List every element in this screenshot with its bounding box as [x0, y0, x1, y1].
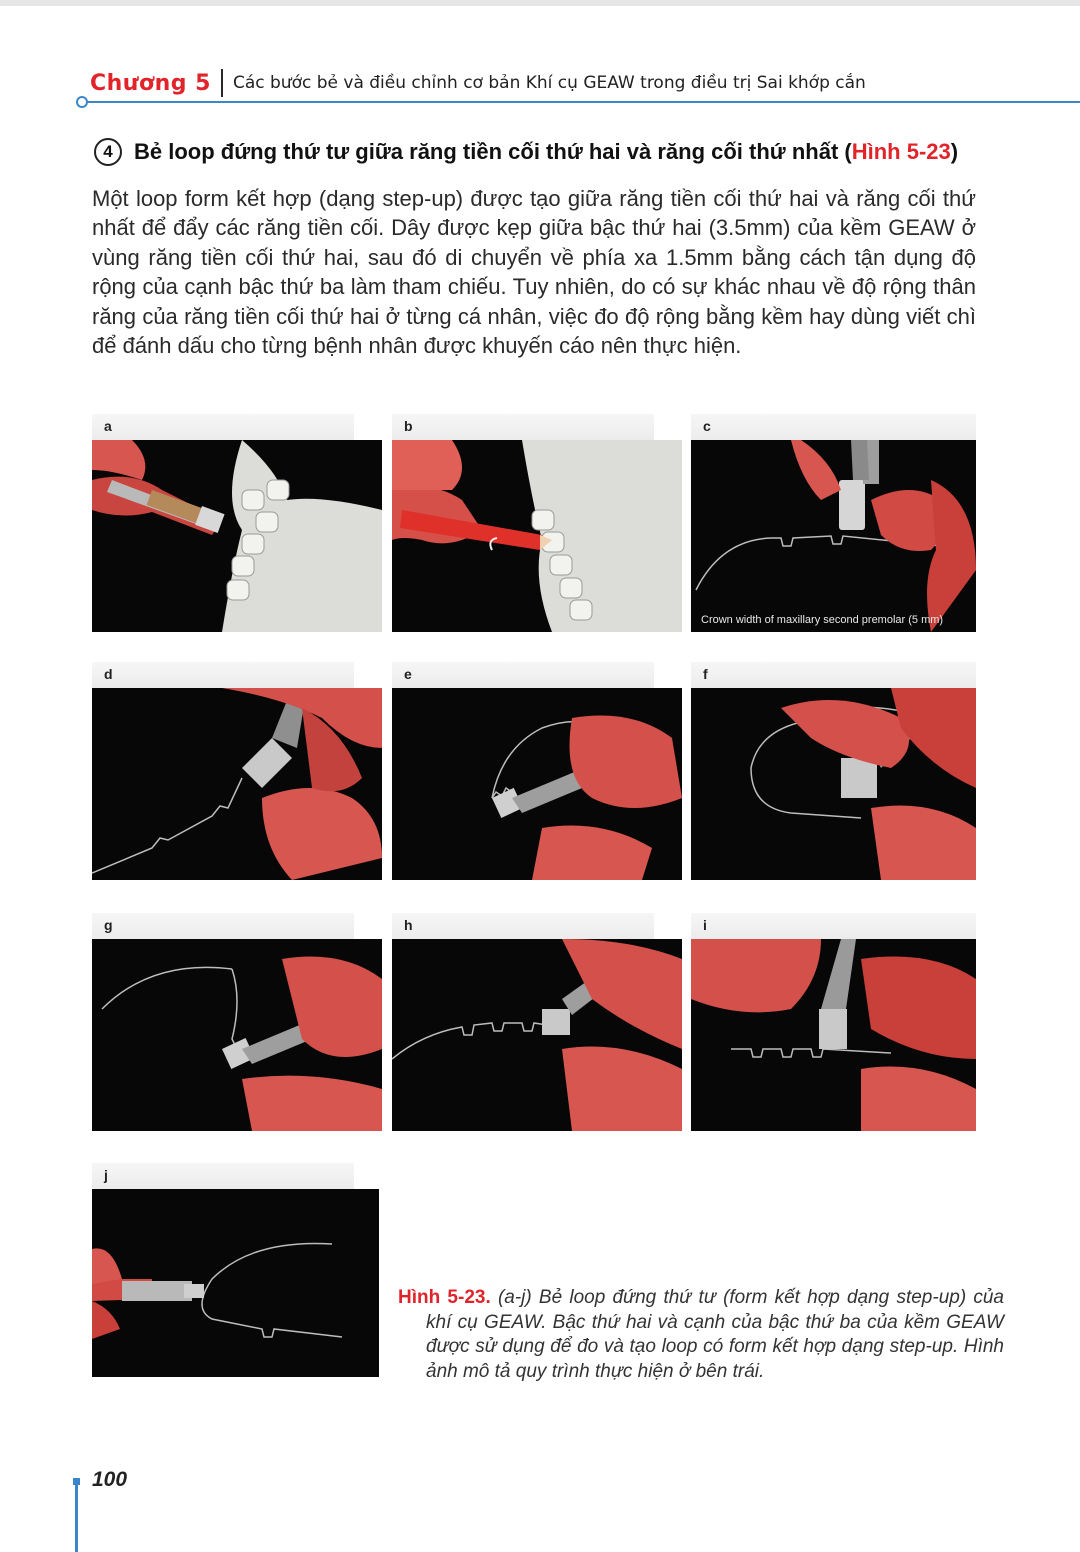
- panel-label-bar: [691, 414, 976, 440]
- panel-label-bar: [691, 913, 976, 939]
- panel-label-a: a: [104, 418, 112, 434]
- photo-j: [92, 1189, 379, 1377]
- figure-caption: [398, 1286, 1004, 1384]
- panel-label-c: c: [703, 418, 711, 434]
- photo-d: [92, 688, 382, 880]
- photo-a: [92, 440, 382, 632]
- panel-label-g: g: [104, 917, 113, 933]
- chapter-title: Các bước bẻ và điều chỉnh cơ bản Khí cụ GEAW trong điều trị Sai khớp cắn: [232, 73, 866, 93]
- photo-f: [691, 688, 976, 880]
- figure-panel-g: [92, 913, 382, 1131]
- page-number: 100: [92, 1468, 128, 1491]
- section-title-close: ): [950, 139, 959, 164]
- header-rule: [82, 101, 1080, 103]
- section-figure-ref: Hình 5-23: [851, 139, 951, 164]
- panel-label-bar: [392, 414, 654, 440]
- photo-h: [392, 939, 682, 1131]
- panel-label-bar: [92, 913, 354, 939]
- panel-label-h: h: [404, 917, 413, 933]
- caption-figure-ref: Hình 5-23.: [398, 1287, 491, 1308]
- panel-label-bar: [92, 1163, 354, 1189]
- panel-label-e: e: [404, 666, 412, 682]
- photo-c: [691, 440, 976, 632]
- photo-g: [92, 939, 382, 1131]
- chapter-header: [90, 66, 866, 100]
- figure-panel-a: [92, 414, 382, 632]
- top-strip: [0, 0, 1080, 6]
- body-paragraph: Một loop form kết hợp (dạng step-up) được tạo giữa răng tiền cối thứ hai và răng cối thứ nhất để đẩy các răng tiền cối. Dây được kẹp giữa bậc thứ hai (3.5mm) của kềm GEAW ở vùng răng tiền cối thứ hai, sau đó di chuyển về phía xa 1.5mm bằng cách tận dụng độ rộng của cạnh bậc thứ ba làm tham chiếu. Tuy nhiên, do có sự khác nhau về độ rộng thân răng của răng tiền cối thứ hai ở từng cá nhân, việc đo độ rộng bằng kềm hay dùng viết chì để đánh dấu cho từng bệnh nhân được khuyến cáo nên thực hiện.: [92, 186, 976, 359]
- figure-panel-c: [691, 414, 976, 632]
- panel-c-annotation: Crown width of maxillary second premolar (5 mm): [701, 614, 944, 626]
- header-rule-dot: [76, 96, 88, 108]
- footer-rule: [75, 1482, 78, 1552]
- panel-label-bar: [392, 913, 654, 939]
- figure-panel-i: [691, 913, 976, 1131]
- section-number: 4: [94, 138, 122, 166]
- photo-i: [691, 939, 976, 1131]
- panel-label-b: b: [404, 418, 413, 434]
- caption-text: (a-j) Bẻ loop đứng thứ tư (form kết hợp dạng step-up) của khí cụ GEAW. Bậc thứ hai và cạnh của bậc thứ ba của kềm GEAW được sử dụng để đo và tạo loop có form kết hợp dạng step-up. Hình ảnh mô tả quy trình thực hiện ở bên trái.: [426, 1287, 1004, 1382]
- panel-label-f: f: [703, 666, 708, 682]
- panel-label-bar: [691, 662, 976, 688]
- panel-label-j: j: [104, 1167, 108, 1183]
- section-title: Bẻ loop đứng thứ tư giữa răng tiền cối thứ hai và răng cối thứ nhất (: [134, 139, 852, 164]
- section-heading: [94, 138, 958, 166]
- figure-panel-f: [691, 662, 976, 880]
- panel-label-bar: [392, 662, 654, 688]
- panel-label-bar: [92, 662, 354, 688]
- photo-e: [392, 688, 682, 880]
- figure-panel-b: [392, 414, 682, 632]
- photo-b: [392, 440, 682, 632]
- panel-label-d: d: [104, 666, 113, 682]
- figure-panel-d: [92, 662, 382, 880]
- figure-panel-j: [92, 1163, 379, 1379]
- panel-label-i: i: [703, 917, 707, 933]
- figure-panel-e: [392, 662, 682, 880]
- figure-panel-h: [392, 913, 682, 1131]
- panel-label-bar: [92, 414, 354, 440]
- chapter-label: Chương 5: [90, 70, 211, 96]
- header-divider: [221, 69, 223, 97]
